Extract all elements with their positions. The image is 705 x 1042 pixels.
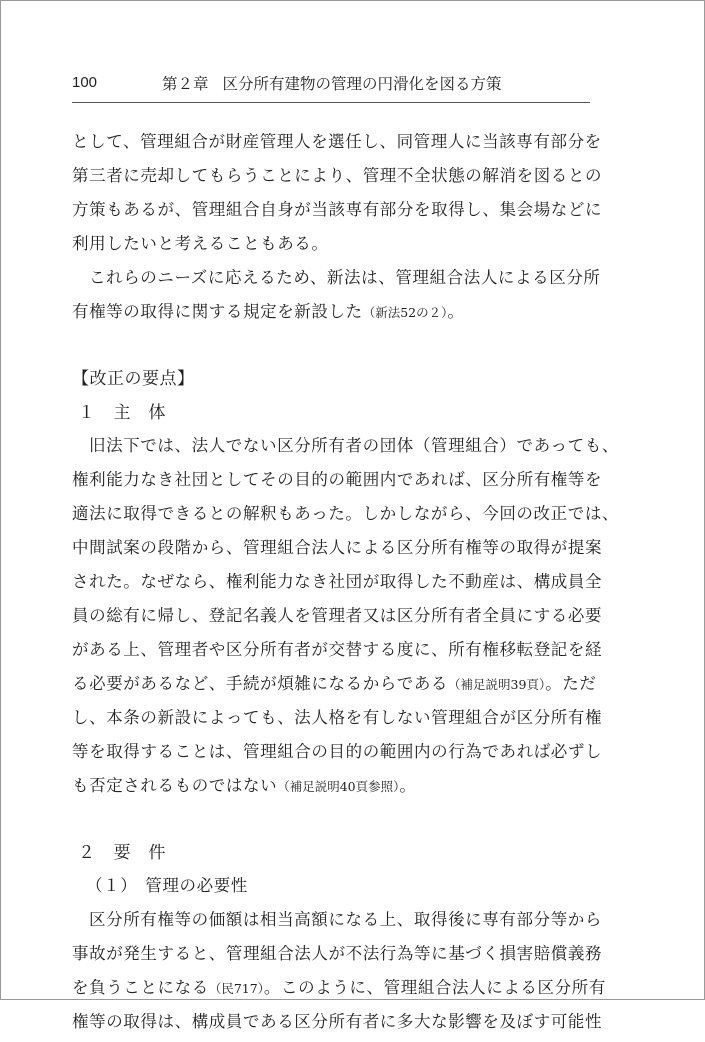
chapter-heading bbox=[162, 72, 502, 94]
subitem-heading bbox=[86, 872, 248, 906]
text-run: も否定されるものではない bbox=[72, 776, 278, 795]
text-line: 等を取得することは、管理組合の目的の範囲内の行為であれば必ずし bbox=[72, 742, 603, 761]
item-title: 主 体 bbox=[113, 403, 166, 423]
text-run: 。ただ bbox=[545, 674, 597, 693]
text-run: 。 bbox=[447, 302, 465, 321]
citation: （補足説明40頁参照） bbox=[277, 779, 400, 794]
text-run: 。このように、管理組合法人による区分所有 bbox=[263, 978, 606, 997]
subitem-title: 管理の必要性 bbox=[145, 876, 248, 895]
text-line bbox=[72, 670, 597, 704]
chapter-label: 第２章 bbox=[162, 75, 209, 93]
item-number: ２ bbox=[78, 843, 96, 863]
text-run: を負うことになる bbox=[72, 978, 209, 997]
citation: （民717） bbox=[208, 981, 264, 996]
text-line: 権等の取得は、構成員である区分所有者に多大な影響を及ぼす可能性 bbox=[72, 1012, 603, 1031]
section-heading: 【改正の要点】 bbox=[72, 369, 195, 389]
text-line: 権利能力なき社団としてその目的の範囲内であれば、区分所有権等を bbox=[72, 470, 603, 489]
text-line: がある上、管理者や区分所有者が交替する度に、所有権移転登記を経 bbox=[72, 640, 603, 659]
citation: （補足説明39頁） bbox=[448, 677, 546, 692]
text-line: 第三者に売却してもらうことにより、管理不全状態の解消を図るとの bbox=[72, 166, 603, 185]
text-line: し、本条の新設によっても、法人格を有しない管理組合が区分所有権 bbox=[72, 708, 603, 727]
text-line: 事故が発生すると、管理組合法人が不法行為等に基づく損害賠償義務 bbox=[72, 944, 603, 963]
chapter-title: 区分所有建物の管理の円滑化を図る方策 bbox=[222, 75, 502, 93]
text-line: 員の総有に帰し、登記名義人を管理者又は区分所有者全員にする必要 bbox=[72, 606, 603, 625]
text-line: 旧法下では、法人でない区分所有者の団体（管理組合）であっても、 bbox=[89, 436, 619, 455]
text-line: 適法に取得できるとの解釈もあった。しかしながら、今回の改正では、 bbox=[72, 504, 620, 523]
page-number: 100 bbox=[72, 74, 98, 91]
text-line bbox=[72, 974, 606, 1008]
text-line bbox=[72, 772, 416, 806]
text-line: 方策もあるが、管理組合自身が当該専有部分を取得し、集会場などに bbox=[72, 200, 603, 219]
item-title: 要 件 bbox=[113, 843, 166, 863]
item-heading bbox=[78, 398, 166, 432]
citation: （新法52の２） bbox=[362, 305, 448, 320]
text-line: された。なぜなら、権利能力なき社団が取得した不動産は、構成員全 bbox=[72, 572, 603, 591]
text-run: 。 bbox=[399, 776, 417, 795]
text-line bbox=[72, 298, 464, 332]
item-heading bbox=[78, 838, 166, 872]
running-header bbox=[72, 72, 590, 103]
text-line: として、管理組合が財産管理人を選任し、同管理人に当該専有部分を bbox=[72, 132, 602, 151]
text-run: る必要があるなど、手続が煩雑になるからである bbox=[72, 674, 449, 693]
text-line: 中間試案の段階から、管理組合法人による区分所有権等の取得が提案 bbox=[72, 538, 603, 557]
text-line: 区分所有権等の価額は相当高額になる上、取得後に専有部分等から bbox=[89, 910, 602, 929]
text-line: これらのニーズに応えるため、新法は、管理組合法人による区分所 bbox=[89, 268, 601, 287]
text-run: 有権等の取得に関する規定を新設した bbox=[72, 302, 363, 321]
text-line: 利用したいと考えることもある。 bbox=[72, 234, 329, 253]
item-number: １ bbox=[78, 403, 96, 423]
subitem-number: （１） bbox=[86, 876, 138, 895]
